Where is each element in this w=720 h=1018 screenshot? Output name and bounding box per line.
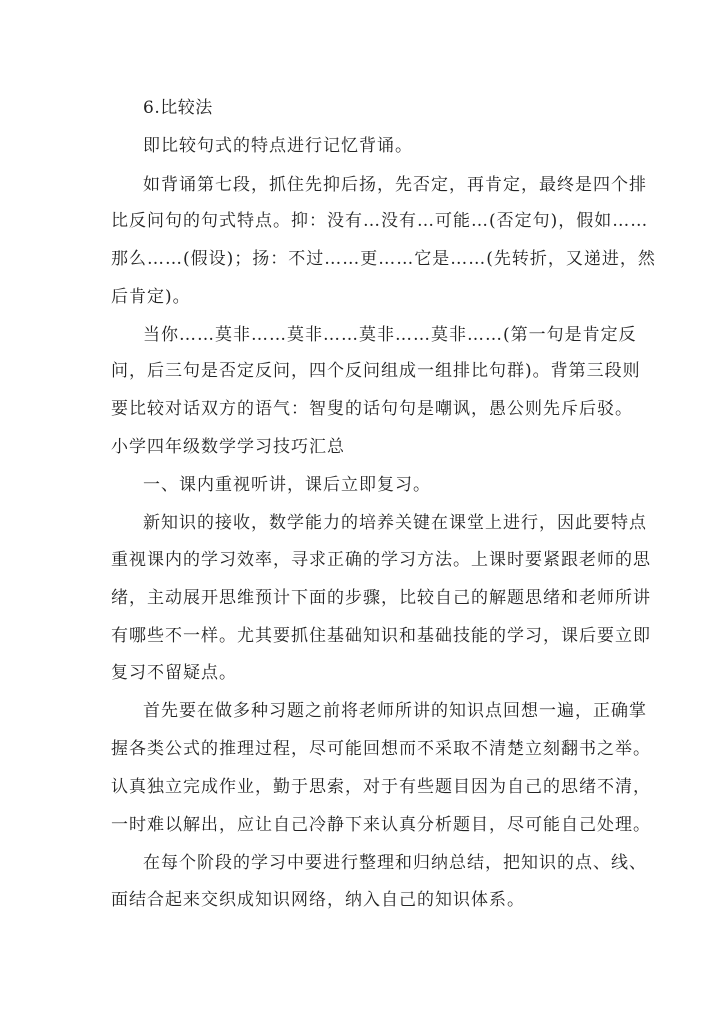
paragraph-line: 即比较句式的特点进行记忆背诵。: [143, 136, 413, 156]
paragraph-line: 当你……莫非……莫非……莫非……莫非……(第一句是肯定反: [143, 325, 637, 345]
paragraph-line: 要比较对话双方的语气：智叟的话句句是嘲讽，愚公则先斥后驳。: [111, 399, 633, 419]
paragraph-line: 比反问句的句式特点。抑：没有…没有…可能…(否定句)，假如……: [111, 211, 649, 231]
paragraph-line: 首先要在做多种习题之前将老师所讲的知识点回想一遍，正确掌: [143, 701, 647, 721]
paragraph-line: 在每个阶段的学习中要进行整理和归纳总结，把知识的点、线、: [143, 853, 647, 873]
paragraph-line: 如背诵第七段，抓住先抑后扬，先否定，再肯定，最终是四个排: [143, 175, 647, 195]
paragraph-line: 后肯定)。: [111, 287, 191, 307]
paragraph-line: 面结合起来交织成知识网络，纳入自己的知识体系。: [111, 890, 525, 910]
paragraph-line: 问，后三句是否定反问，四个反问组成一组排比句群)。背第三段则: [111, 361, 641, 381]
paragraph-line: 认真独立完成作业，勤于思索，对于有些题目因为自己的思绪不清，: [111, 777, 651, 797]
paragraph-line: 一时难以解出，应让自己冷静下来认真分析题目，尽可能自己处理。: [111, 815, 651, 835]
paragraph-line: 那么……(假设)；扬：不过……更……它是……(先转折，又递进，然: [111, 249, 656, 269]
paragraph-line: 重视课内的学习效率，寻求正确的学习方法。上课时要紧跟老师的思: [111, 550, 651, 570]
paragraph-line: 复习不留疑点。: [111, 663, 237, 683]
paragraph-line: 绪，主动展开思维预计下面的步骤，比较自己的解题思绪和老师所讲: [111, 588, 651, 608]
paragraph-line: 握各类公式的推理过程，尽可能回想而不采取不清楚立刻翻书之举。: [111, 739, 651, 759]
paragraph-line: 新知识的接收，数学能力的培养关键在课堂上进行，因此要特点: [143, 513, 647, 533]
article-title: 小学四年级数学学习技巧汇总: [111, 437, 345, 457]
paragraph-line: 有哪些不一样。尤其要抓住基础知识和基础技能的学习，课后要立即: [111, 626, 651, 646]
subheading: 一、课内重视听讲，课后立即复习。: [143, 475, 431, 495]
section-heading: 6.比较法: [143, 98, 213, 118]
